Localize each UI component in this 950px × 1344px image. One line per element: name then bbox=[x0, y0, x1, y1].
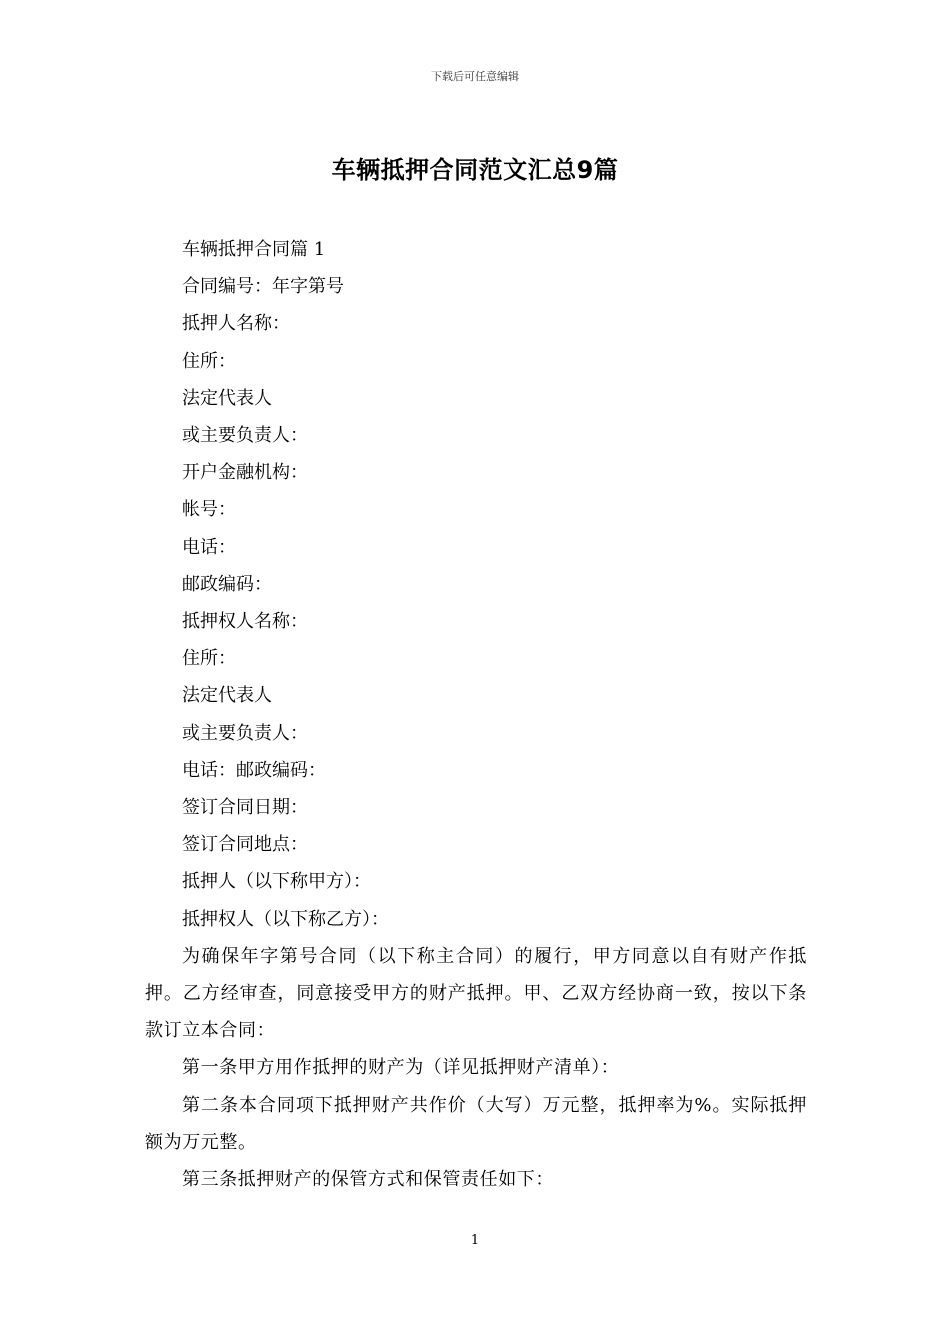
bank-line: 开户金融机构： bbox=[182, 462, 308, 484]
account-line: 帐号： bbox=[182, 499, 236, 521]
page-number: 1 bbox=[470, 1233, 480, 1248]
mortgagor-address-line: 住所： bbox=[182, 350, 236, 372]
contract-section-heading: 车辆抵押合同篇 1 bbox=[182, 239, 326, 260]
mortgagee-principal-line: 或主要负责人： bbox=[182, 722, 308, 744]
document-body bbox=[145, 231, 807, 1198]
mortgagee-name-line: 抵押权人名称： bbox=[182, 611, 308, 633]
signing-date-line: 签订合同日期： bbox=[182, 797, 308, 819]
postal-code-line: 邮政编码： bbox=[182, 573, 272, 595]
header-note: 下载后可任意编辑 bbox=[431, 70, 519, 83]
mortgagee-legal-rep-line: 法定代表人 bbox=[182, 685, 272, 707]
phone-line: 电话： bbox=[182, 536, 236, 558]
contract-number-line: 合同编号：年字第号 bbox=[182, 276, 344, 298]
preamble-paragraph: 为确保年字第号合同（以下称主合同）的履行，甲方同意以自有财产作抵押。乙方经审查，同意接受甲方的财产抵押。甲、乙双方经协商一致，按以下条款订立本合同： bbox=[145, 945, 807, 1042]
mortgagee-phone-postal-line: 电话：邮政编码： bbox=[182, 759, 326, 781]
document-title: 车辆抵押合同范文汇总9篇 bbox=[331, 156, 619, 184]
party-a-line: 抵押人（以下称甲方）： bbox=[182, 871, 371, 893]
article-2-paragraph: 第二条本合同项下抵押财产共作价（大写）万元整，抵押率为%。实际抵押额为万元整。 bbox=[145, 1094, 807, 1153]
mortgagee-address-line: 住所： bbox=[182, 648, 236, 670]
mortgagor-principal-line: 或主要负责人： bbox=[182, 425, 308, 447]
signing-place-line: 签订合同地点： bbox=[182, 834, 308, 856]
mortgagor-legal-rep-line: 法定代表人 bbox=[182, 387, 272, 409]
party-b-line: 抵押权人（以下称乙方）： bbox=[182, 908, 389, 930]
mortgagor-name-line: 抵押人名称： bbox=[182, 313, 290, 335]
article-1-paragraph: 第一条甲方用作抵押的财产为（详见抵押财产清单）： bbox=[182, 1057, 620, 1079]
article-3-paragraph: 第三条抵押财产的保管方式和保管责任如下： bbox=[182, 1169, 554, 1191]
